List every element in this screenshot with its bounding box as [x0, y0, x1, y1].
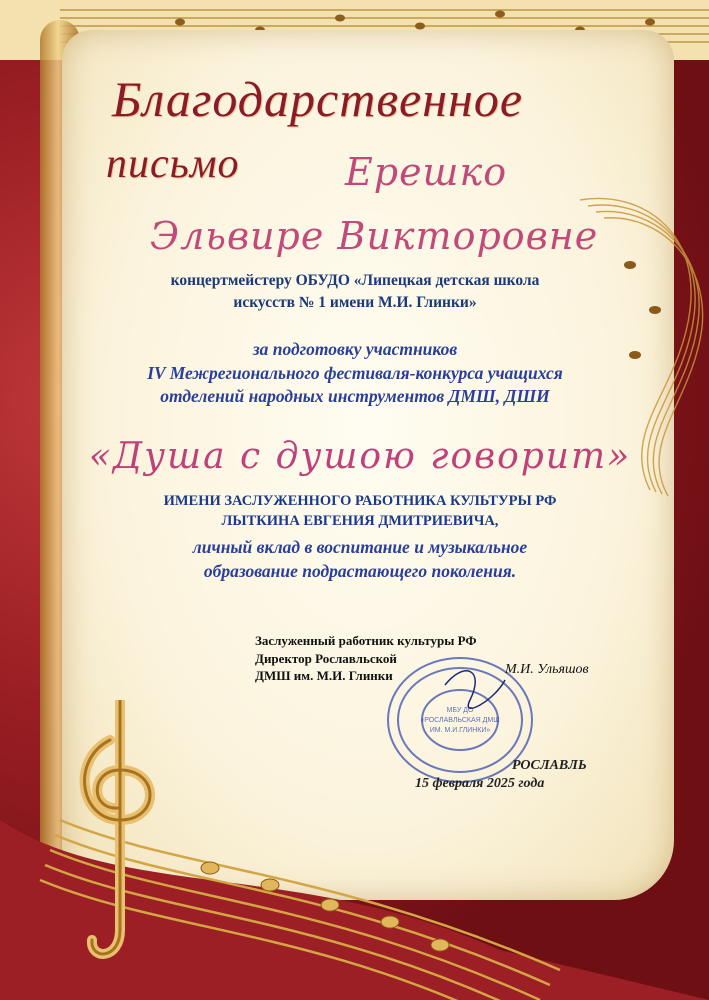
signature-title: [255, 632, 477, 685]
award-reason: [85, 338, 625, 409]
award-reason-line3: отделений народных инструментов ДМШ, ДШИ: [160, 386, 550, 407]
stamp-center-line3: ИМ. М.И.ГЛИНКИ»: [429, 727, 491, 734]
stamp-center-line1: МБУ ДО: [446, 707, 474, 714]
issue-city: РОСЛАВЛЬ: [512, 758, 587, 773]
recipient-surname: Ерешко: [345, 150, 508, 194]
recipient-position-line1: концертмейстеру ОБУДО «Липецкая детская школа: [170, 272, 540, 289]
recipient-position-line2: искусств № 1 имени М.И. Глинки»: [233, 293, 477, 311]
recipient-position: [120, 270, 590, 313]
award-reason-line1: за подготовку участников: [252, 339, 458, 359]
recipient-name: Эльвире Викторовне: [150, 214, 599, 258]
festival-honor: [110, 492, 610, 531]
signer-name: М.И. Ульяшов: [505, 662, 589, 677]
signature-title-line2: Директор Рославльской: [255, 650, 397, 666]
festival-honor-line1: ИМЕНИ ЗАСЛУЖЕННОГО РАБОТНИКА КУЛЬТУРЫ РФ: [163, 493, 557, 509]
award-reason-line2: IV Межрегионального фестиваля-конкурса учащихся: [147, 362, 563, 383]
festival-honor-line2: ЛЫТКИНА ЕВГЕНИЯ ДМИТРИЕВИЧА,: [221, 512, 499, 529]
issue-date: 15 февраля 2025 года: [415, 776, 545, 791]
contribution-text: [110, 536, 610, 583]
certificate-title-line2: письмо: [106, 141, 240, 187]
contribution-line2: образование подрастающего поколения.: [203, 560, 517, 581]
signature-title-line3: ДМШ им. М.И. Глинки: [255, 668, 393, 684]
signature-title-line1: Заслуженный работник культуры РФ: [255, 633, 477, 648]
festival-name: «Душа с душою говорит»: [88, 436, 632, 477]
stamp-center-line2: «РОСЛАВЛЬСКАЯ ДМШ: [420, 717, 500, 724]
contribution-line1: личный вклад в воспитание и музыкальное: [192, 537, 528, 557]
certificate-title-line1: Благодарственное: [112, 71, 524, 127]
